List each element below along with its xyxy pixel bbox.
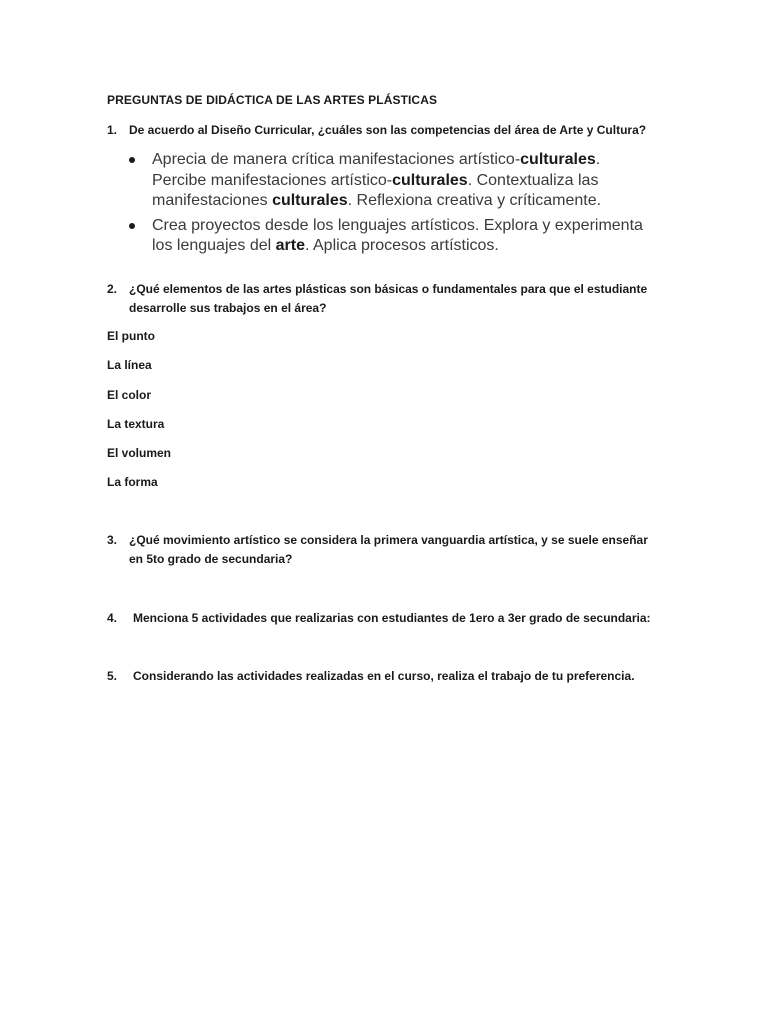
element-item: El punto <box>107 329 155 343</box>
question-text: Menciona 5 actividades que realizarias con estudiantes de 1ero a 3er grado de secundaria: <box>133 611 651 625</box>
element-item: La forma <box>107 475 158 489</box>
bullet-icon <box>129 157 135 163</box>
element-item: La textura <box>107 417 165 431</box>
question-text: ¿Qué elementos de las artes plásticas son básicas o fundamentales para que el estudiante desarrolle sus trabajos en el área? <box>129 282 648 315</box>
list-item: Aprecia de manera crítica manifestaciones artístico-culturales. Percibe manifestaciones artístico-culturales. Contextualiza las manifestaciones culturales. Reflexiona creativa y críticamente. <box>127 150 647 212</box>
list-item: Crea proyectos desde los lenguajes artísticos. Explora y experimenta los lenguajes del arte. Aplica procesos artísticos. <box>127 216 647 257</box>
question-text: ¿Qué movimiento artístico se considera la primera vanguardia artística, y se suele enseñar en 5to grado de secundaria? <box>129 533 648 566</box>
document-title: PREGUNTAS DE DIDÁCTICA DE LAS ARTES PLÁSTICAS <box>107 93 438 107</box>
question-text: De acuerdo al Diseño Curricular, ¿cuáles son las competencias del área de Arte y Cultura? <box>129 123 647 137</box>
question-number: 1. <box>107 123 118 137</box>
element-item: La línea <box>107 358 152 372</box>
question-number: 3. <box>107 533 118 547</box>
competencies-list <box>127 150 647 261</box>
element-item: El color <box>107 388 152 402</box>
bullet-icon <box>129 223 135 229</box>
question-number: 2. <box>107 282 118 296</box>
question-number: 4. <box>107 611 118 625</box>
element-item: El volumen <box>107 446 172 460</box>
question-number: 5. <box>107 669 118 683</box>
question-text: Considerando las actividades realizadas en el curso, realiza el trabajo de tu preferencia. <box>133 669 635 683</box>
